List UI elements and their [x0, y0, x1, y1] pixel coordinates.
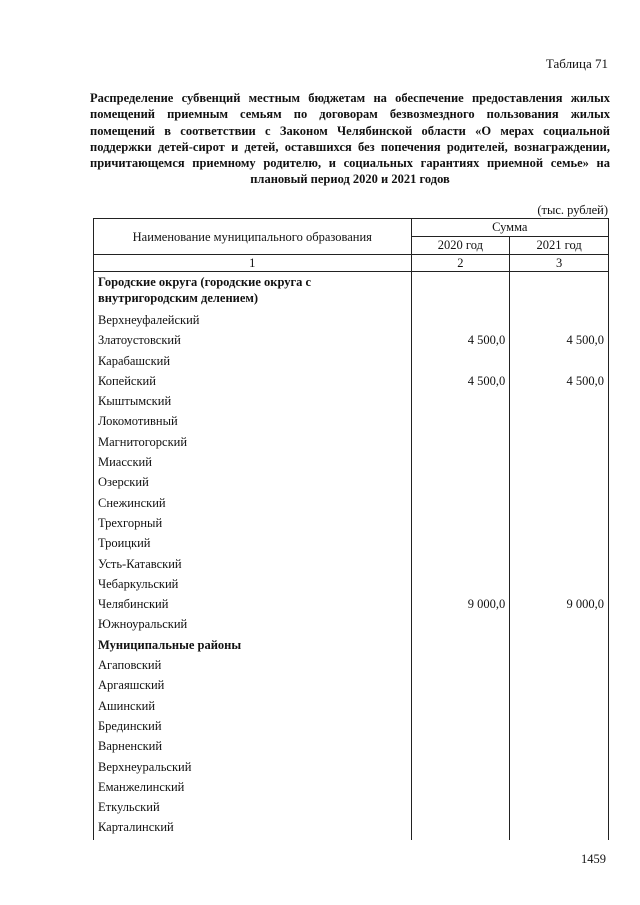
value-2021 [510, 312, 609, 332]
value-2021 [510, 718, 609, 738]
municipality-name: Трехгорный [94, 515, 412, 535]
value-2020 [411, 454, 510, 474]
header-year-2021: 2021 год [510, 237, 609, 255]
value-2021 [510, 779, 609, 799]
table-title: Распределение субвенций местным бюджетам на обеспечение предоставления жилых помещений приемным семьям по договорам безвозмездного пользования жилых помещений в соответствии с Законом Челябинской области «О мерах социальной поддержки детей-сирот и детей, оставшихся без попечения родителей, вознаграждении, причитающемся приемному родителю, и социальных гарантиях приемной семье» на плановый период 2020 и 2021 годов [90, 91, 610, 187]
municipality-name: Карталинский [94, 819, 412, 839]
value-2021 [510, 799, 609, 819]
section-heading: Городские округа (городские округа с внутригородским делением) [94, 272, 412, 313]
table-row [94, 393, 609, 413]
table-row [94, 495, 609, 515]
value-2021 [510, 515, 609, 535]
value-2021 [510, 759, 609, 779]
value-2020 [411, 637, 510, 657]
value-2020 [411, 515, 510, 535]
municipality-name: Копейский [94, 373, 412, 393]
table-row [94, 718, 609, 738]
table-row [94, 799, 609, 819]
column-number-1: 1 [94, 255, 412, 272]
table-row [94, 657, 609, 677]
table-row [94, 556, 609, 576]
value-2021: 4 500,0 [510, 373, 609, 393]
value-2021: 9 000,0 [510, 596, 609, 616]
value-2021 [510, 698, 609, 718]
value-2021 [510, 454, 609, 474]
municipality-name: Снежинский [94, 495, 412, 515]
municipality-name: Кыштымский [94, 393, 412, 413]
municipality-name: Озерский [94, 474, 412, 494]
table-row [94, 698, 609, 718]
value-2021 [510, 677, 609, 697]
value-2021 [510, 738, 609, 758]
table-row [94, 312, 609, 332]
municipality-name: Брединский [94, 718, 412, 738]
table-row [94, 332, 609, 352]
municipality-name: Карабашский [94, 353, 412, 373]
value-2020 [411, 413, 510, 433]
municipality-name: Верхнеуральский [94, 759, 412, 779]
value-2021 [510, 819, 609, 839]
municipality-name: Локомотивный [94, 413, 412, 433]
header-name: Наименование муниципального образования [94, 219, 412, 255]
municipality-name: Златоустовский [94, 332, 412, 352]
value-2021 [510, 616, 609, 636]
municipality-name: Чебаркульский [94, 576, 412, 596]
table-row [94, 454, 609, 474]
table-row [94, 677, 609, 697]
value-2020 [411, 799, 510, 819]
table-row [94, 373, 609, 393]
page-number: 1459 [581, 852, 606, 866]
header-year-2020: 2020 год [411, 237, 510, 255]
value-2020 [411, 819, 510, 839]
table-row [94, 616, 609, 636]
value-2021 [510, 556, 609, 576]
value-2021 [510, 535, 609, 555]
municipality-name: Агаповский [94, 657, 412, 677]
table-row [94, 759, 609, 779]
value-2021 [510, 434, 609, 454]
value-2020 [411, 556, 510, 576]
table-row [94, 434, 609, 454]
municipality-name: Магнитогорский [94, 434, 412, 454]
value-2020 [411, 616, 510, 636]
municipality-name: Миасский [94, 454, 412, 474]
municipality-name: Челябинский [94, 596, 412, 616]
value-2021 [510, 474, 609, 494]
table-row [94, 515, 609, 535]
municipality-name: Ашинский [94, 698, 412, 718]
table-row [94, 596, 609, 616]
table-row [94, 474, 609, 494]
value-2020 [411, 759, 510, 779]
section-row [94, 272, 609, 313]
table-row [94, 819, 609, 839]
subsidy-table [93, 218, 609, 840]
value-2020 [411, 657, 510, 677]
table-row [94, 353, 609, 373]
value-2020 [411, 272, 510, 313]
value-2020 [411, 393, 510, 413]
municipality-name: Еманжелинский [94, 779, 412, 799]
value-2020 [411, 353, 510, 373]
municipality-name: Верхнеуфалейский [94, 312, 412, 332]
value-2021 [510, 657, 609, 677]
value-2021: 4 500,0 [510, 332, 609, 352]
table-row [94, 535, 609, 555]
municipality-name: Троицкий [94, 535, 412, 555]
municipality-name: Южноуральский [94, 616, 412, 636]
section-heading: Муниципальные районы [94, 637, 412, 657]
value-2021 [510, 637, 609, 657]
section-row [94, 637, 609, 657]
header-sum: Сумма [411, 219, 608, 237]
value-2020: 4 500,0 [411, 373, 510, 393]
column-number-3: 3 [510, 255, 609, 272]
value-2021 [510, 413, 609, 433]
value-2020 [411, 495, 510, 515]
value-2020 [411, 677, 510, 697]
value-2021 [510, 272, 609, 313]
value-2020 [411, 434, 510, 454]
value-2021 [510, 393, 609, 413]
value-2021 [510, 495, 609, 515]
value-2020 [411, 312, 510, 332]
value-2020 [411, 738, 510, 758]
value-2020 [411, 535, 510, 555]
value-2020 [411, 698, 510, 718]
municipality-name: Варненский [94, 738, 412, 758]
table-row [94, 738, 609, 758]
value-2020 [411, 718, 510, 738]
table-row [94, 779, 609, 799]
value-2021 [510, 576, 609, 596]
municipality-name: Аргаяшский [94, 677, 412, 697]
value-2020: 4 500,0 [411, 332, 510, 352]
units-note: (тыс. рублей) [537, 203, 608, 217]
value-2020 [411, 576, 510, 596]
column-number-2: 2 [411, 255, 510, 272]
table-row [94, 576, 609, 596]
value-2020 [411, 474, 510, 494]
municipality-name: Еткульский [94, 799, 412, 819]
municipality-name: Усть-Катавский [94, 556, 412, 576]
table-label: Таблица 71 [545, 56, 608, 71]
value-2021 [510, 353, 609, 373]
table-row [94, 413, 609, 433]
value-2020 [411, 779, 510, 799]
value-2020: 9 000,0 [411, 596, 510, 616]
